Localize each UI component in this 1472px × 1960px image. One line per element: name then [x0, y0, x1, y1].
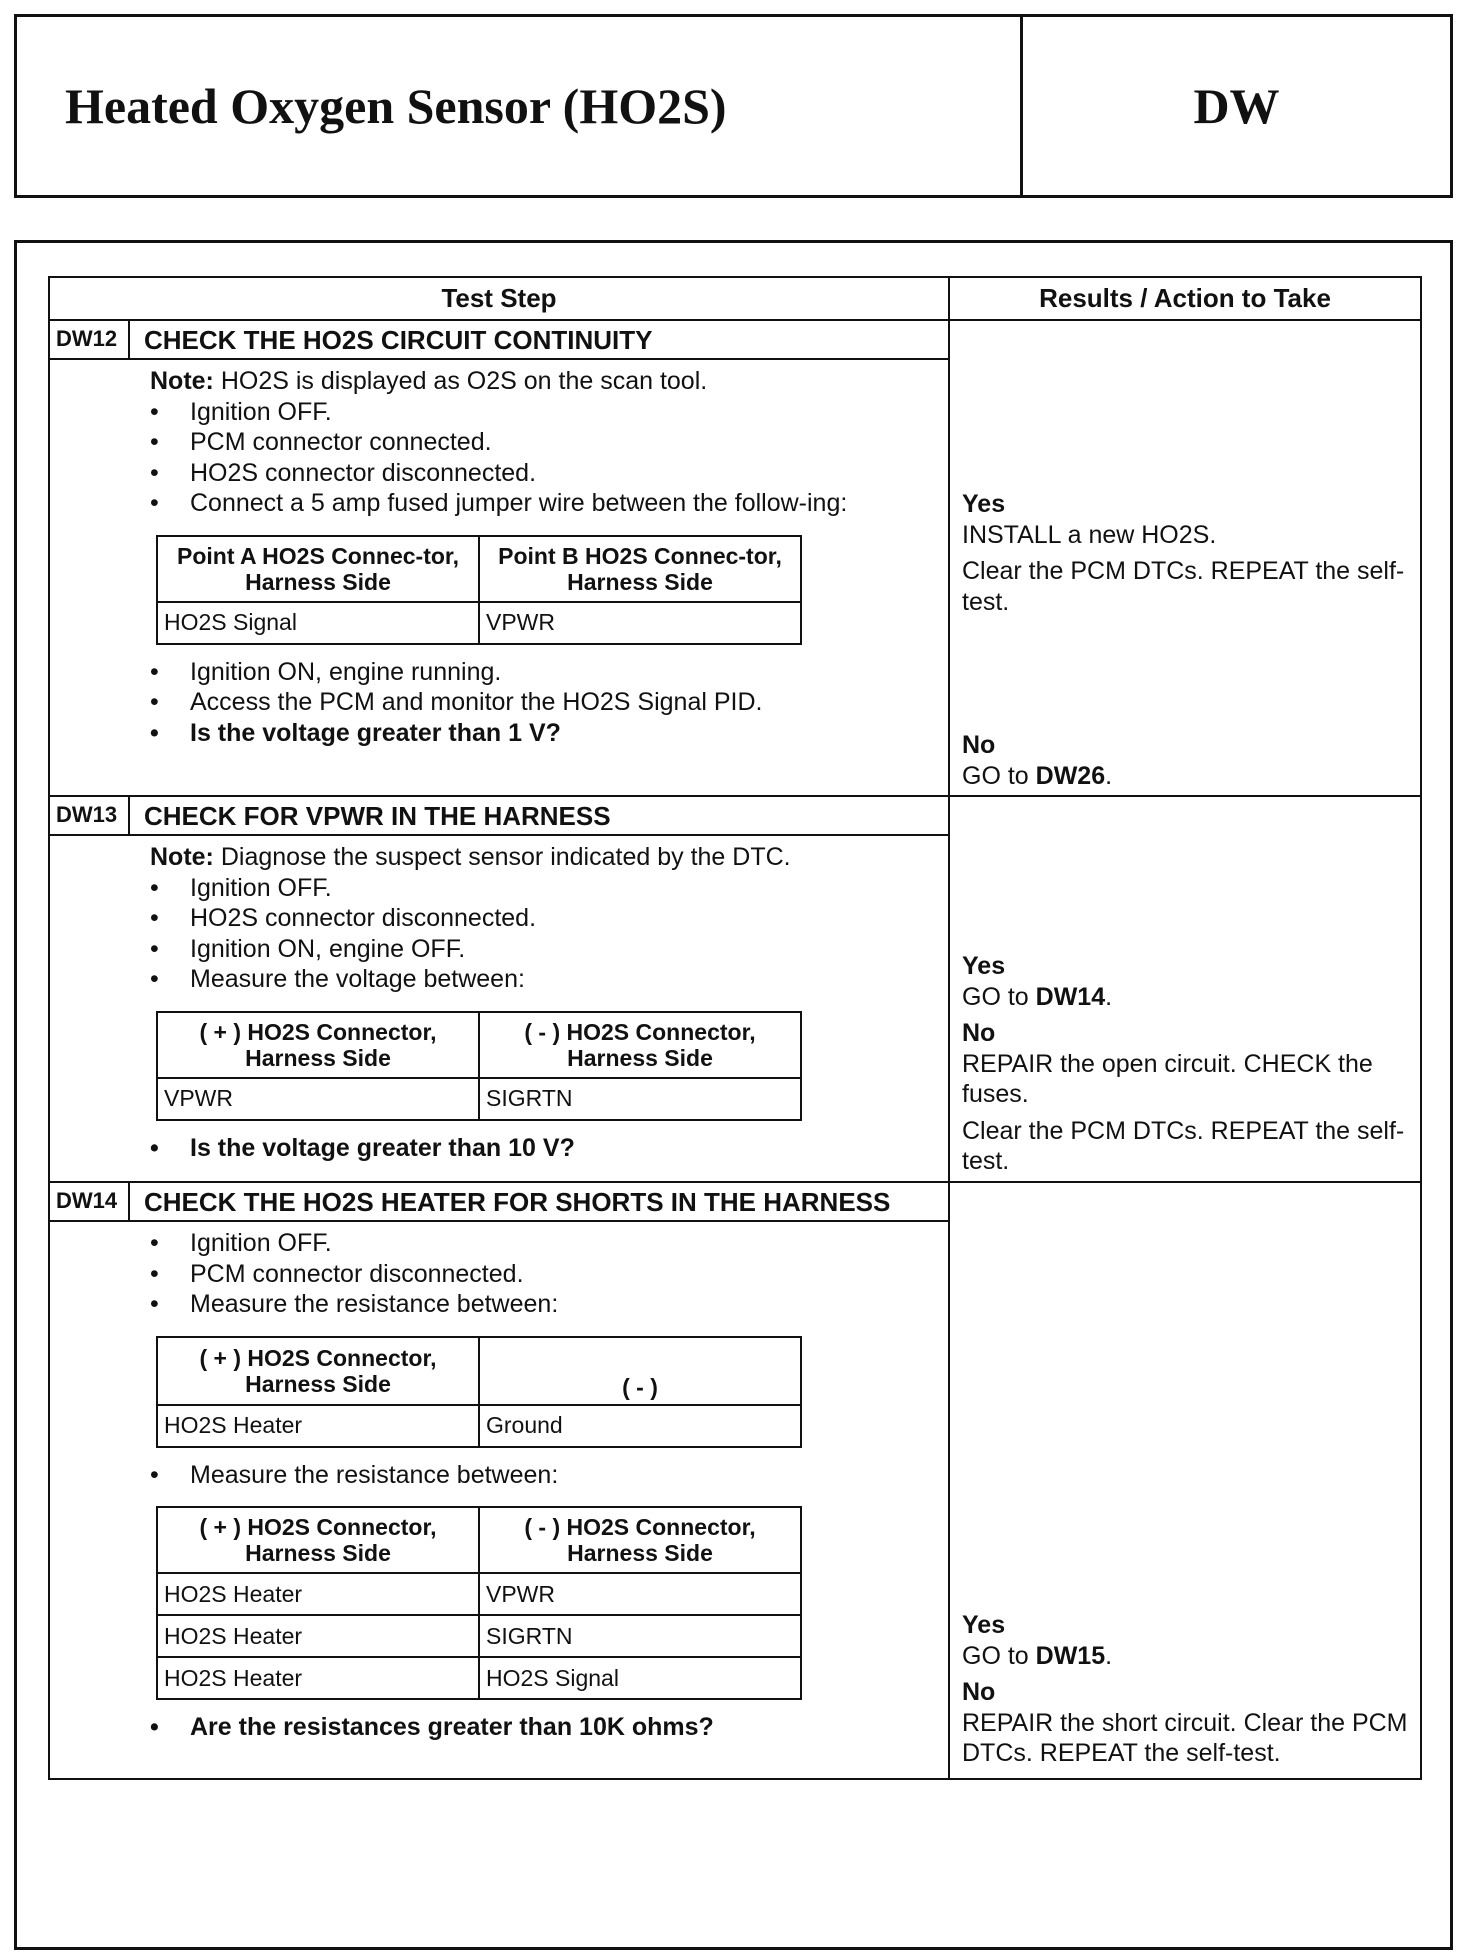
- question: • Is the voltage greater than 10 V?: [150, 1133, 928, 1164]
- header-results: Results / Action to Take: [1039, 283, 1331, 313]
- connector-table: [156, 535, 802, 645]
- step-dw14: [50, 1183, 1420, 1778]
- table-header-cell: ( - ): [479, 1337, 801, 1405]
- step-reference: DW14: [1035, 982, 1106, 1011]
- results-cell: [950, 1183, 1420, 1778]
- yes-action: Clear the PCM DTCs. REPEAT the self-test.: [962, 557, 1405, 616]
- table-cell: HO2S Signal: [157, 602, 479, 644]
- yes-action: GO to DW15.: [962, 1641, 1113, 1670]
- step-title: CHECK THE HO2S CIRCUIT CONTINUITY: [144, 325, 653, 355]
- step-dw12: [50, 321, 1420, 797]
- note-text: Diagnose the suspect sensor indicated by the DTC.: [213, 843, 791, 871]
- no-action: Clear the PCM DTCs. REPEAT the self-test.: [962, 1116, 1405, 1175]
- list-item: • Measure the resistance between:: [150, 1460, 928, 1491]
- yes-action: GO to DW14.: [962, 982, 1113, 1011]
- table-cell: HO2S Heater: [157, 1615, 479, 1657]
- content-frame: [14, 240, 1453, 1950]
- table-cell: VPWR: [479, 1573, 801, 1615]
- list-item: • Ignition ON, engine running.: [150, 657, 928, 688]
- no-action: GO to DW26.: [962, 761, 1113, 790]
- table-cell: HO2S Heater: [157, 1405, 479, 1447]
- step-heading: [50, 1183, 948, 1222]
- no-label: No: [962, 1678, 996, 1706]
- table-header-cell: ( + ) HO2S Connector, Harness Side: [157, 1012, 479, 1078]
- table-cell: VPWR: [479, 602, 801, 644]
- step-id: DW12: [50, 321, 130, 358]
- table-cell: SIGRTN: [479, 1078, 801, 1120]
- yes-label: Yes: [962, 490, 1006, 518]
- header-test-step: Test Step: [50, 278, 950, 319]
- question: • Are the resistances greater than 10K ohms?: [150, 1712, 928, 1743]
- step-id: DW13: [50, 797, 130, 834]
- list-item: • Connect a 5 amp fused jumper wire between the follow-ing:: [150, 488, 928, 519]
- step-heading: [50, 797, 948, 836]
- table-header-cell: ( + ) HO2S Connector, Harness Side: [157, 1337, 479, 1405]
- question: • Is the voltage greater than 1 V?: [150, 718, 928, 749]
- list-item: • Ignition ON, engine OFF.: [150, 934, 928, 965]
- table-header-cell: ( + ) HO2S Connector, Harness Side: [157, 1507, 479, 1573]
- list-item: • Measure the resistance between:: [150, 1289, 928, 1320]
- yes-label: Yes: [962, 952, 1006, 980]
- note-text: HO2S is displayed as O2S on the scan tool.: [213, 367, 708, 395]
- note: [150, 842, 928, 873]
- table-header-cell: ( - ) HO2S Connector, Harness Side: [479, 1507, 801, 1573]
- list-item: • PCM connector disconnected.: [150, 1259, 928, 1290]
- no-action: REPAIR the short circuit. Clear the PCM DTCs. REPEAT the self-test.: [962, 1708, 1408, 1767]
- table-cell: HO2S Signal: [479, 1657, 801, 1699]
- step-reference: DW26: [1035, 761, 1106, 790]
- step-reference: DW15: [1035, 1641, 1106, 1670]
- list-item: • Ignition OFF.: [150, 1228, 928, 1259]
- table-header-cell: ( - ) HO2S Connector, Harness Side: [479, 1012, 801, 1078]
- list-item: • HO2S connector disconnected.: [150, 458, 928, 489]
- note: [150, 366, 928, 397]
- list-item: • Measure the voltage between:: [150, 964, 928, 995]
- table-cell: HO2S Heater: [157, 1573, 479, 1615]
- note-label: Note:: [150, 843, 214, 871]
- list-item: • Ignition OFF.: [150, 873, 928, 904]
- list-item: • HO2S connector disconnected.: [150, 903, 928, 934]
- no-action: REPAIR the open circuit. CHECK the fuses.: [962, 1049, 1373, 1108]
- list-item: • Access the PCM and monitor the HO2S Signal PID.: [150, 687, 928, 718]
- page-header: [14, 14, 1453, 198]
- step-id: DW14: [50, 1183, 130, 1220]
- table-cell: Ground: [479, 1405, 801, 1447]
- table-header-row: [50, 278, 1420, 321]
- connector-table: [156, 1011, 802, 1121]
- results-cell: [950, 321, 1420, 795]
- no-label: No: [962, 731, 996, 759]
- list-item: • Ignition OFF.: [150, 397, 928, 428]
- table-cell: VPWR: [157, 1078, 479, 1120]
- table-header-cell: Point A HO2S Connec-tor, Harness Side: [157, 536, 479, 602]
- table-header-cell: Point B HO2S Connec-tor, Harness Side: [479, 536, 801, 602]
- no-label: No: [962, 1019, 996, 1047]
- table-cell: SIGRTN: [479, 1615, 801, 1657]
- step-dw13: [50, 797, 1420, 1183]
- note-label: Note:: [150, 367, 214, 395]
- yes-label: Yes: [962, 1611, 1006, 1639]
- connector-table: [156, 1336, 802, 1448]
- step-heading: [50, 321, 948, 360]
- results-cell: [950, 797, 1420, 1181]
- test-step-table: [48, 276, 1422, 1780]
- table-cell: HO2S Heater: [157, 1657, 479, 1699]
- connector-table: [156, 1506, 802, 1700]
- section-code: DW: [1193, 78, 1280, 134]
- step-title: CHECK THE HO2S HEATER FOR SHORTS IN THE HARNESS: [144, 1187, 891, 1217]
- list-item: • PCM connector connected.: [150, 427, 928, 458]
- page-title: Heated Oxygen Sensor (HO2S): [17, 17, 1023, 195]
- step-title: CHECK FOR VPWR IN THE HARNESS: [144, 801, 611, 831]
- yes-action: INSTALL a new HO2S.: [962, 520, 1217, 549]
